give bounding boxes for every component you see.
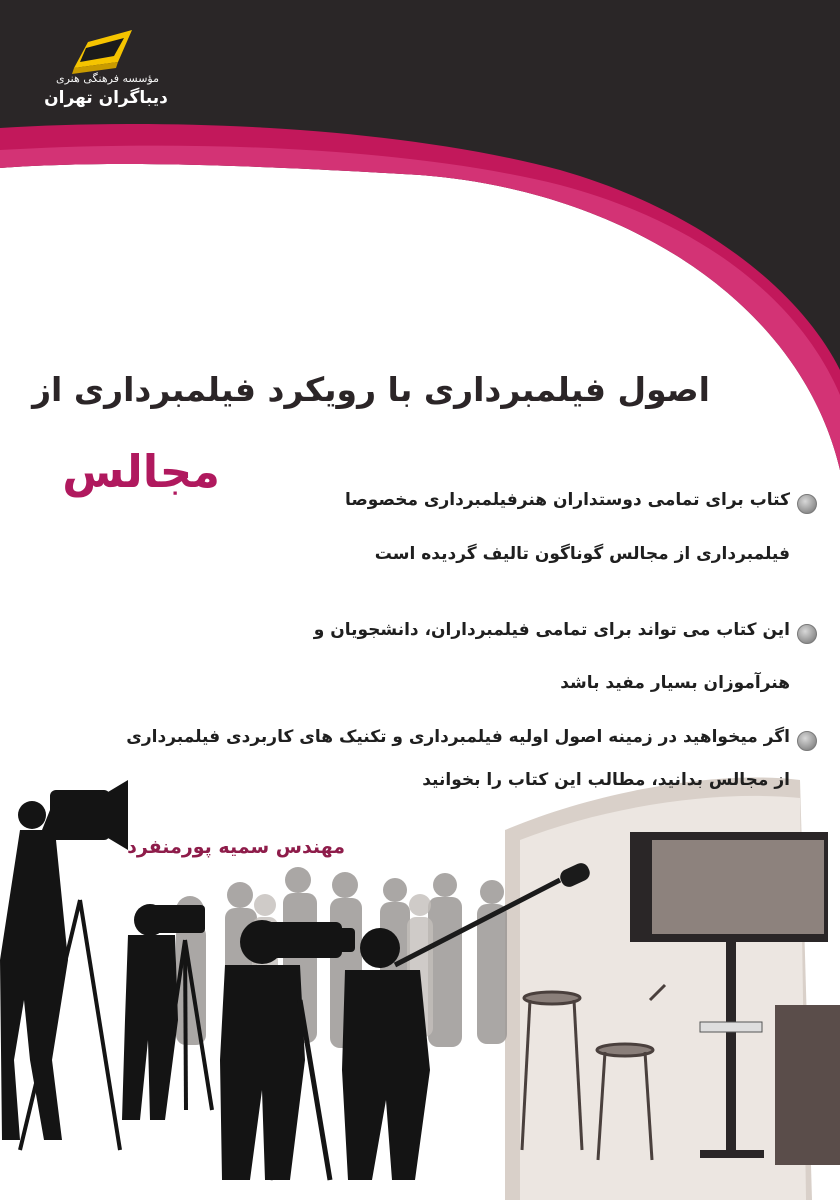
bullet-dot-icon (797, 731, 817, 751)
bullet-2-line-2: هنرآموزان بسیار مفید باشد (560, 673, 790, 693)
bullet-3-line-1: اگر میخواهید در زمینه اصول اولیه فیلمبرداری و تکنیک های کاربردی فیلمبرداری (126, 727, 790, 747)
bullet-dot-icon (797, 494, 817, 514)
publisher-line-1: مؤسسه فرهنگی هنری (56, 72, 159, 85)
book-title: اصول فیلمبرداری با رویکرد فیلمبرداری از (32, 370, 710, 409)
book-title-subject: مجالس (62, 445, 220, 498)
bullet-1-line-2: فیلمبرداری از مجالس گوناگون تالیف گردیده است (374, 544, 790, 564)
bullet-3-line-2: از مجالس بدانید، مطالب این کتاب را بخوانید (422, 770, 790, 790)
bullet-2-line-1: این کتاب می تواند برای تمامی فیلمبرداران، دانشجویان و (313, 620, 790, 640)
bullet-1-line-1: کتاب برای تمامی دوستداران هنرفیلمبرداری مخصوصا (345, 490, 790, 510)
publisher-name: دیباگران تهران (44, 88, 168, 108)
bullet-dot-icon (797, 624, 817, 644)
author-name: مهندس سمیه پورمنفرد (127, 836, 345, 858)
